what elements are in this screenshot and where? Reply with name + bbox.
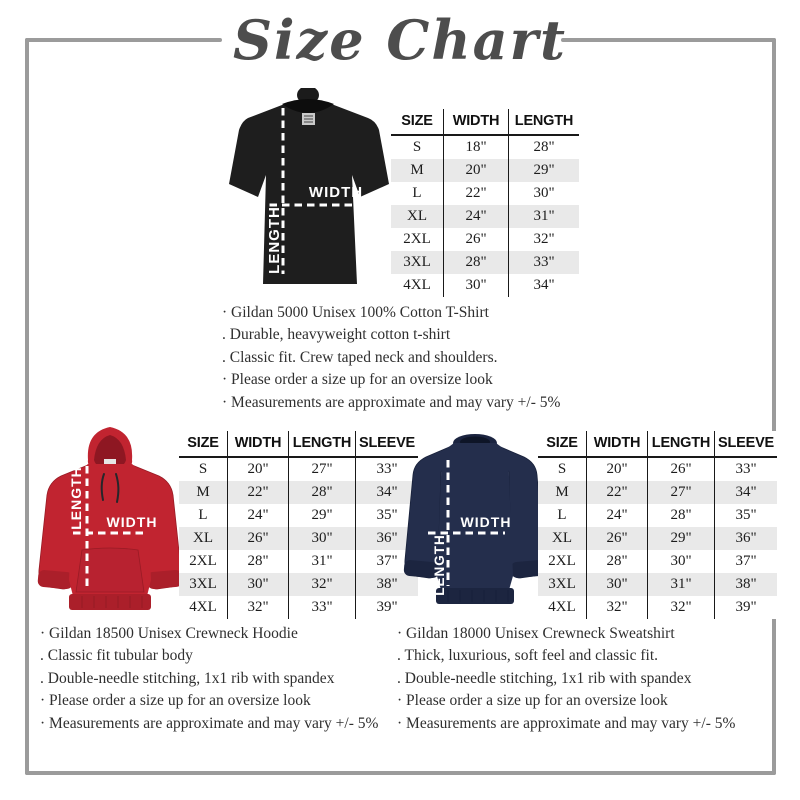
border-frame-right — [772, 38, 776, 775]
table-cell: 31" — [289, 550, 356, 573]
table-cell: 39" — [356, 596, 419, 619]
table-cell: 37" — [715, 550, 778, 573]
table-cell: 36" — [356, 527, 419, 550]
width-label: WIDTH — [308, 184, 364, 201]
table-cell: 34" — [356, 481, 419, 504]
table-row — [179, 573, 418, 596]
table-cell: 24" — [444, 205, 509, 228]
width-label: WIDTH — [106, 514, 158, 530]
sweatshirt-bullets — [397, 623, 735, 735]
border-frame-bottom — [25, 771, 776, 775]
bullet-item: · Measurements are approximate and may vary +/- 5% — [222, 393, 561, 411]
table-cell: 26" — [228, 527, 289, 550]
table-row — [391, 135, 579, 159]
border-frame-left — [25, 38, 29, 775]
table-row — [179, 550, 418, 573]
table-cell: 2XL — [548, 553, 576, 569]
table-cell: 26" — [648, 457, 715, 481]
table-cell: 2XL — [189, 553, 217, 569]
table-cell: M — [410, 162, 424, 178]
table-cell: L — [198, 507, 208, 523]
table-cell: XL — [552, 530, 572, 546]
column-header: SIZE — [538, 431, 587, 457]
table-cell: 2XL — [403, 231, 431, 247]
table-cell: 35" — [356, 504, 419, 527]
table-cell: 35" — [715, 504, 778, 527]
table-cell: 27" — [648, 481, 715, 504]
table-cell: 27" — [289, 457, 356, 481]
table-cell: 28" — [509, 135, 580, 159]
table-row — [179, 596, 418, 619]
hoodie-left-cuff — [37, 570, 73, 590]
table-cell: 22" — [587, 481, 648, 504]
table-cell: S — [557, 461, 567, 477]
length-label: LENGTH — [432, 534, 447, 596]
table-cell: 34" — [509, 274, 580, 297]
table-row — [538, 527, 777, 550]
table-cell: 31" — [648, 573, 715, 596]
table-cell: XL — [193, 530, 213, 546]
table-cell: 30" — [289, 527, 356, 550]
table-row — [538, 504, 777, 527]
column-header: SIZE — [391, 109, 444, 135]
table-cell: XL — [407, 208, 427, 224]
column-header: LENGTH — [648, 431, 715, 457]
bullet-item: . Classic fit. Crew taped neck and shoulders. — [222, 348, 498, 366]
table-cell: 26" — [444, 228, 509, 251]
column-header: WIDTH — [444, 109, 509, 135]
tshirt-bullets — [222, 302, 560, 414]
table-cell: 28" — [289, 481, 356, 504]
table-row — [538, 573, 777, 596]
bullet-item: · Gildan 18000 Unisex Crewneck Sweatshirt — [397, 625, 675, 642]
table-row — [391, 228, 579, 251]
table-cell: 3XL — [189, 576, 217, 592]
table-cell: 20" — [587, 457, 648, 481]
table-header-row — [179, 431, 418, 457]
table-cell: 20" — [228, 457, 289, 481]
table-cell: 28" — [648, 504, 715, 527]
table-cell: 33" — [289, 596, 356, 619]
table-cell: 37" — [356, 550, 419, 573]
table-cell: 18" — [444, 135, 509, 159]
bullet-item: . Double-needle stitching, 1x1 rib with spandex — [40, 669, 335, 687]
table-cell: 33" — [509, 251, 580, 274]
sweatshirt-size-table — [538, 431, 777, 619]
table-cell: 38" — [356, 573, 419, 596]
table-cell: 20" — [444, 159, 509, 182]
width-label: WIDTH — [460, 514, 512, 530]
table-row — [538, 550, 777, 573]
tshirt-image — [222, 88, 394, 298]
table-row — [391, 182, 579, 205]
hoodie-right-cuff — [146, 569, 182, 589]
table-cell: 22" — [444, 182, 509, 205]
bullet-item: . Double-needle stitching, 1x1 rib with spandex — [397, 669, 692, 687]
sweatshirt-image — [398, 428, 548, 624]
table-cell: 30" — [228, 573, 289, 596]
bullet-item: · Measurements are approximate and may vary +/- 5% — [397, 714, 736, 732]
table-cell: 4XL — [548, 599, 576, 615]
bullet-item: . Classic fit tubular body — [40, 647, 193, 665]
table-cell: 32" — [228, 596, 289, 619]
table-cell: 30" — [587, 573, 648, 596]
table-cell: 36" — [715, 527, 778, 550]
table-cell: 30" — [444, 274, 509, 297]
hoodie-hem-band — [69, 594, 151, 610]
table-cell: 31" — [509, 205, 580, 228]
table-row — [179, 457, 418, 481]
bullet-item: · Please order a size up for an oversize look — [40, 692, 311, 710]
column-header: WIDTH — [228, 431, 289, 457]
table-cell: 32" — [289, 573, 356, 596]
page-title: Size Chart — [233, 8, 567, 72]
column-header: LENGTH — [509, 109, 580, 135]
table-cell: 4XL — [403, 277, 431, 293]
table-row — [179, 527, 418, 550]
table-cell: S — [198, 461, 208, 477]
table-cell: S — [412, 139, 422, 155]
table-cell: 22" — [228, 481, 289, 504]
table-row — [391, 159, 579, 182]
table-cell: 39" — [715, 596, 778, 619]
table-cell: 3XL — [403, 254, 431, 270]
column-header: SIZE — [179, 431, 228, 457]
table-row — [391, 251, 579, 274]
table-cell: 29" — [648, 527, 715, 550]
table-row — [538, 457, 777, 481]
bullet-item: · Gildan 5000 Unisex 100% Cotton T-Shirt — [222, 304, 489, 321]
length-label: LENGTH — [266, 206, 283, 274]
table-cell: 32" — [648, 596, 715, 619]
table-cell: 33" — [715, 457, 778, 481]
table-cell: 28" — [444, 251, 509, 274]
tshirt-size-table — [391, 109, 579, 297]
bullet-item: . Durable, heavyweight cotton t-shirt — [222, 326, 451, 344]
table-row — [391, 274, 579, 297]
table-cell: 29" — [509, 159, 580, 182]
table-cell: 32" — [587, 596, 648, 619]
table-cell: 3XL — [548, 576, 576, 592]
table-cell: 24" — [587, 504, 648, 527]
table-row — [538, 481, 777, 504]
table-cell: 28" — [228, 550, 289, 573]
table-cell: 32" — [509, 228, 580, 251]
table-cell: 30" — [509, 182, 580, 205]
column-header: SLEEVE — [356, 431, 419, 457]
column-header: SLEEVE — [715, 431, 778, 457]
bullet-item: · Please order a size up for an oversize look — [397, 692, 668, 710]
table-cell: 34" — [715, 481, 778, 504]
hoodie-image — [30, 420, 190, 622]
table-cell: 29" — [289, 504, 356, 527]
bullet-item: · Please order a size up for an oversize look — [222, 371, 493, 389]
table-cell: 24" — [228, 504, 289, 527]
table-row — [538, 596, 777, 619]
column-header: WIDTH — [587, 431, 648, 457]
table-cell: L — [557, 507, 567, 523]
table-row — [179, 481, 418, 504]
table-row — [391, 205, 579, 228]
table-row — [179, 504, 418, 527]
table-header-row — [538, 431, 777, 457]
table-cell: 33" — [356, 457, 419, 481]
hoodie-bullets — [40, 623, 378, 735]
bullet-item: . Thick, luxurious, soft feel and classic fit. — [397, 647, 659, 665]
table-cell: M — [555, 484, 569, 500]
hoodie-size-table — [179, 431, 418, 619]
table-cell: L — [412, 185, 422, 201]
table-cell: 38" — [715, 573, 778, 596]
table-header-row — [391, 109, 579, 135]
table-cell: 26" — [587, 527, 648, 550]
table-cell: 28" — [587, 550, 648, 573]
table-cell: 30" — [648, 550, 715, 573]
column-header: LENGTH — [289, 431, 356, 457]
table-cell: M — [196, 484, 210, 500]
bullet-item: · Measurements are approximate and may vary +/- 5% — [40, 714, 379, 732]
table-cell: 4XL — [189, 599, 217, 615]
bullet-item: · Gildan 18500 Unisex Crewneck Hoodie — [40, 625, 298, 642]
length-label: LENGTH — [68, 466, 84, 530]
